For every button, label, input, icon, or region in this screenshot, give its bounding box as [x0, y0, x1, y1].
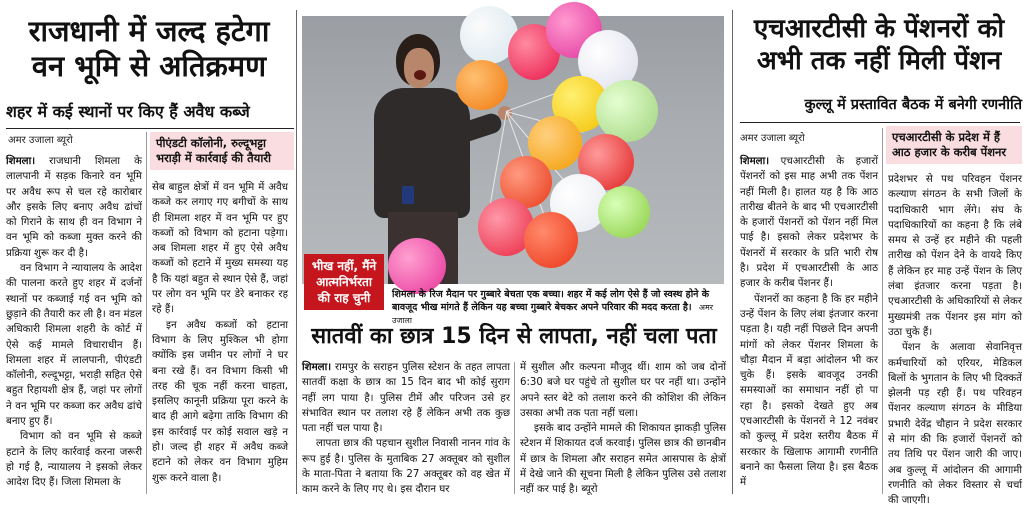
middle-col1 [302, 360, 510, 494]
right-pink-box: एचआरटीसी के प्रदेश में हैं आठ हजार के करीब पेंशनर [886, 126, 1022, 164]
left-pink-box: पीएंडटी कॉलोनी, रुल्दूभट्टा भराड़ी में कार्रवाई की तैयारी [150, 132, 294, 170]
photo-balloon-seller [302, 16, 724, 284]
balloon [388, 238, 446, 294]
story-divider [732, 10, 733, 494]
photo-quote-box: भीख नहीं, मैंने आत्मनिर्भरता की राह चुनी [304, 254, 384, 310]
column-divider [146, 132, 147, 494]
right-col2-para: प्रदेशभर से पथ परिवहन पेंशनर कल्याण संगठन के सभी जिलों के पदाधिकारी भाग लेंगे। संघ के पदाधिकारियों का कहना है कि लंबे समय से उन्हें हर महीने की पहली तारीख को पेंशन देने के वायदे किए हैं लेकिन हर माह उन्हें पेंशन के लिए लंबा इंतजार करना पड़ता है। एचआरटीसी के अधिकारियों से लेकर मुख्यमंत्री तक पेंशनर इस मांग को उठा चुके हैं। [888, 174, 1022, 338]
left-col2 [152, 180, 288, 494]
balloon [598, 186, 650, 238]
balloon [596, 80, 658, 142]
right-col1-para: पेंशनरों का कहना है कि हर महीने उन्हें पेंशन के लिए लंबा इंतजार करना पड़ता है। यही नहीं पिछले दिन अपनी मांगों को लेकर पेंशनर शिमला के चौड़ा मैदान में बड़ा आंदोलन भी कर चुके हैं। इसके बावजूद उनकी समस्याओं का समाधान नहीं हो पा रहा है। इसको देखते हुए अब एचआरटीसी के पेंशनरों ने 12 नवंबर को कुल्लू में प्रदेश स्तरीय बैठक में सरकार के खिलाफ आगामी रणनीति बनाने का फैसला लिया है। इस बैठक में [740, 293, 878, 489]
right-col1 [740, 154, 878, 494]
story-divider [296, 10, 297, 494]
photo-caption [392, 288, 722, 327]
left-byline: अमर उजाला ब्यूरो [8, 135, 73, 146]
middle-col2 [520, 360, 726, 494]
left-col2-para: सेब बाहुल क्षेत्रों में वन भूमि में अवैध कब्जे कर लगाए गए बगीचों के साथ ही शिमला शहर में वन भूमि पर हुए कब्जों को विभाग को हटाना पड़ेगा। अब शिमला शहर में हुए ऐसे अवैध कब्जों को हटाने में मुख्य समस्या यह है कि यहां बहुत से स्थान ऐसे हैं, जहां पर लोग वन भूमि पर डेरे बनाकर रह रहे हैं। [152, 182, 288, 316]
left-col1 [6, 154, 142, 494]
right-rule [740, 122, 1020, 123]
left-story [4, 14, 294, 85]
left-col1-para: विभाग को वन भूमि से कब्जे हटाने के लिए कार्रवाई करना जरूरी हो गई है, न्यायालय ने इसको लेकर आदेश दिए हैं। जिला शिमला के [6, 431, 142, 489]
dateline: शिमला। [740, 156, 770, 167]
column-divider [882, 128, 883, 494]
photo-caption-text: शिमला के रिज मैदान पर गुब्बारे बेचता एक बच्चा। शहर में कई लोग ऐसे हैं जो स्वस्थ होने के बावजूद भीख मांगते हैं लेकिन यह बच्चा गुब्बारे बेचकर अपने परिवार की मदद करता है। [392, 289, 710, 313]
left-col1-para: शिमला। राजधानी शिमला के लालपानी में सड़क किनारे वन भूमि पर अवैध रूप से चल रहे कारोबार और इसके लिए बनाए अवैध ढांचों को गिराने के साथ ही वन विभाग ने वन भूमि को कब्जा मुक्त करने की प्रक्रिया शुरू कर दी है। [6, 156, 142, 259]
middle-col2-para: इसके बाद उन्होंने मामले की शिकायत झाकड़ी पुलिस स्टेशन में शिकायत दर्ज करवाई। पुलिस छात्र की छानबीन में छात्र के शिमला और सराहन समेत आसपास के क्षेत्रों में देखे जाने की सूचना मिली है लेकिन पुलिस उसे तलाश नहीं कर पाई है। ब्यूरो [520, 423, 726, 496]
right-story [736, 14, 1022, 77]
middle-col1-para: लापता छात्र की पहचान सुशील निवासी नानन गांव के रूप हुई है। पुलिस के मुताबिक 27 अक्तूबर को सुशील के माता-पिता ने बताया कि 27 अक्तूबर को वह खेत में काम करने के लिए गए थे। इस दौरान घर [302, 438, 510, 496]
right-col2 [888, 172, 1022, 507]
column-divider [514, 362, 515, 494]
right-headline-line2: अभी तक नहीं मिली पेंशन [756, 45, 1002, 76]
left-headline-line2: वन भूमि से अतिक्रमण [31, 49, 267, 84]
photo-credit: अमर उजाला [392, 303, 714, 325]
right-subheadline: कुल्लू में प्रस्तावित बैठक में बनेगी रणनीति [804, 97, 1022, 113]
right-col1-para: शिमला। एचआरटीसी के हजारों पेंशनरों को इस माह अभी तक पेंशन नहीं मिली है। हालत यह है कि आठ तारीख बीतने के बाद भी एचआरटीसी के हजारों पेंशनरों को पेंशन नहीं मिल पाई है। इसको लेकर प्रदेशभर के पेंशनरों में सरकार के प्रति भारी रोष है। प्रदेश में एचआरटीसी के आठ हजार के करीब पेंशनर हैं। [740, 156, 878, 290]
left-col2-para: इन अवैध कब्जों को हटाना विभाग के लिए मुश्किल भी होगा क्योंकि इस जमीन पर लोगों ने घर बना रखे हैं। वन विभाग किसी भी तरह की चूक नहीं करना चाहता, इसलिए कानूनी प्रक्रिया पूरा करने के बाद ही आगे बढ़ेगा ताकि विभाग की इस कार्रवाई पर कोई सवाल खड़े न हो। जल्द ही शहर में अवैध कब्जे हटाने को लेकर वन विभाग मुहिम शुरू करने वाला है। [152, 319, 288, 484]
right-col2-para: पेंशन के अलावा सेवानिवृत्त कर्मचारियों को एरियर, मेडिकल बिलों के भुगतान के लिए भी दिक्कतें झेलनी पड़ रही हैं। पथ परिवहन पेंशनर कल्याण संगठन के मीडिया प्रभारी देवेंद्र चौहान ने प्रदेश सरकार से मांग की कि हजारों पेंशनरों को तय तिथि पर पेंशन जारी की जाए। अब कुल्लू में आंदोलन की आगामी रणनीति को लेकर विस्तार से चर्चा की जाएगी। [888, 342, 1022, 507]
balloon [524, 212, 578, 268]
right-byline: अमर उजाला ब्यूरो [740, 133, 805, 144]
left-subheadline: शहर में कई स्थानों पर किए हैं अवैध कब्जे [6, 102, 250, 121]
balloon [456, 60, 508, 110]
dateline: शिमला। [6, 156, 36, 167]
left-headline-line1: राजधानी में जल्द हटेगा [28, 14, 270, 48]
dateline: शिमला। [302, 362, 332, 373]
middle-col2-para: में सुशील और कल्पना मौजूद थीं। शाम को जब दोनों 6:30 बजे घर पहुंचे तो सुशील घर पर नहीं था। उन्होंने अपने स्तर बेटे को तलाश करने की कोशिश की लेकिन उसका अभी तक पता नहीं चला। [520, 362, 726, 419]
right-headline-line1: एचआरटीसी के पेंशनरों को [753, 14, 1005, 44]
left-col1-para: वन विभाग ने न्यायालय के आदेश की पालना करते हुए शहर में दर्जनों स्थानों पर कब्जाई गई वन भूमि को छुड़ाने की तैयारी कर ली है। वन मंडल अधिकारी शिमला शहरी के कोर्ट में ऐसे कई मामले विचाराधीन हैं। शिमला शहर में लालपानी, पीएंडटी कॉलोनी, रुल्दूभट्टा, भराड़ी सहित ऐसे बहुत रिहायशी क्षेत्र हैं, जहां पर लोगों ने वन भूमि पर कब्जा कर अवैध ढांचे बनाए हुए हैं। [6, 263, 142, 428]
middle-col1-para: शिमला। रामपुर के सराहन पुलिस स्टेशन के तहत लापता सातवीं कक्षा के छात्र का 15 दिन बाद भी कोई सुराग नहीं लग पाया है। पुलिस टीमें और परिजन उसे हर संभावित स्थान पर तलाश रहे हैं लेकिन अभी तक कुछ पता नहीं चल पाया है। [302, 362, 510, 435]
middle-headline: सातवीं का छात्र 15 दिन से लापता, नहीं चला पता [311, 324, 717, 349]
left-rule [6, 128, 294, 129]
